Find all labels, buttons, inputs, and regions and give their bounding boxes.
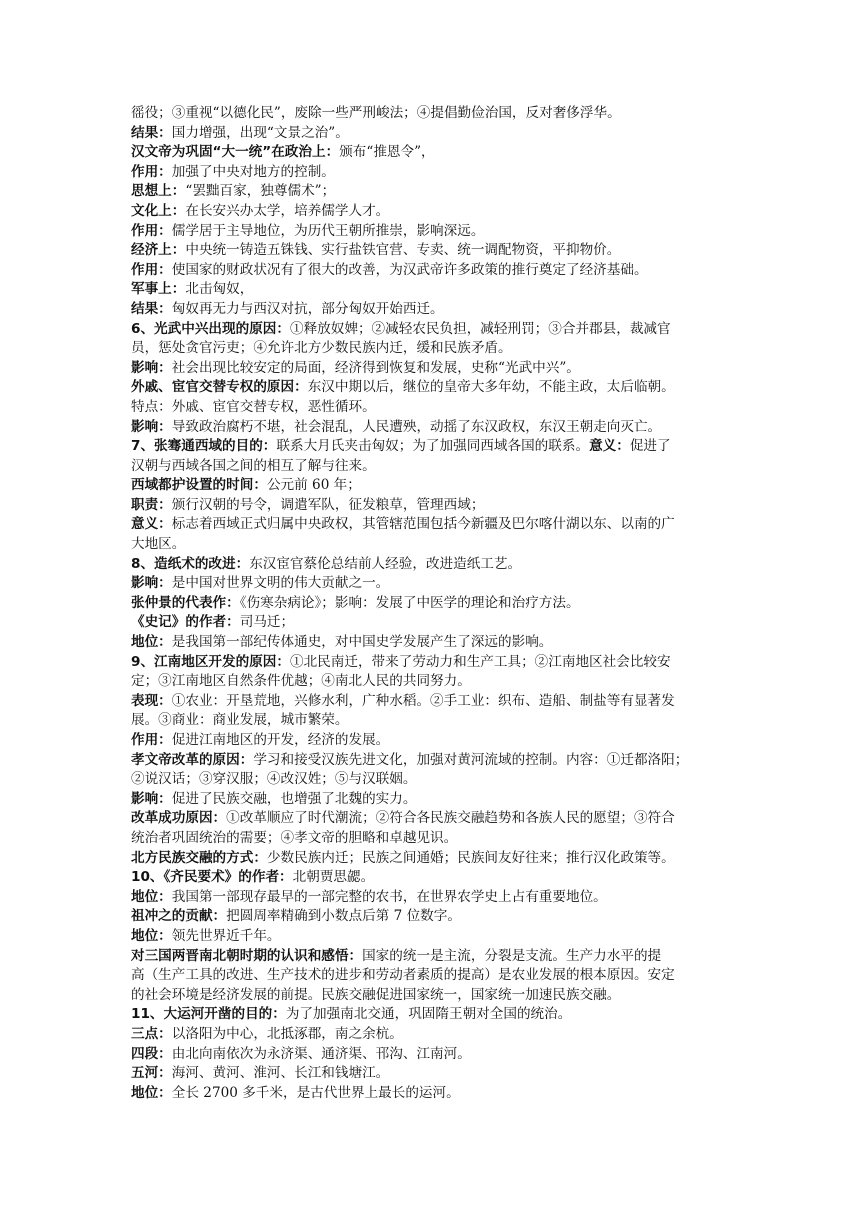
bold-label: 结果： xyxy=(131,124,172,141)
body-text: 由北向南依次为永济渠、通济渠、邗沟、江南河。 xyxy=(171,1045,471,1062)
body-text: 是我国第一部纪传体通史，对中国史学发展产生了深远的影响。 xyxy=(171,634,553,651)
text-line xyxy=(131,731,731,751)
body-text: 标志着西域正式归属中央政权，其管辖范围包括今新疆及巴尔喀什湖以东、以南的广 xyxy=(171,516,675,533)
body-text: 加强了中央对地方的控制。 xyxy=(171,163,335,180)
bold-label: 职责： xyxy=(131,496,172,513)
text-line xyxy=(131,613,731,633)
body-text: 海河、黄河、淮河、长江和钱塘江。 xyxy=(171,1065,390,1082)
bold-label: 地位： xyxy=(131,888,172,905)
body-text: 汉朝与西域各国之间的相互了解与往来。 xyxy=(131,457,376,474)
text-line xyxy=(131,398,731,418)
body-text: 社会出现比较安定的局面，经济得到恢复和发展，史称“光武中兴”。 xyxy=(171,359,580,376)
text-line xyxy=(131,633,731,653)
text-line xyxy=(131,163,731,183)
body-text: 国力增强，出现“文景之治”。 xyxy=(171,124,349,141)
body-text: 是中国对世界文明的伟大贡献之一。 xyxy=(171,575,390,592)
body-text: 统治者巩固统治的需要；④孝文帝的胆略和卓越见识。 xyxy=(131,829,458,846)
text-line xyxy=(131,751,731,771)
body-text: 联系大月氏夹击匈奴；为了加强同西域各国的联系。 xyxy=(276,438,590,455)
text-line xyxy=(131,1025,731,1045)
body-text: 特点：外戚、宦官交替专权，恶性循环。 xyxy=(131,398,376,415)
bold-label: 《史记》的作者： xyxy=(131,614,240,631)
body-text: ①北民南迁，带来了劳动力和生产工具；②江南地区社会比较安 xyxy=(290,653,671,670)
bold-label: 外戚、宦官交替专权的原因： xyxy=(131,379,308,396)
body-text: 东汉中期以后，继位的皇帝大多年幼，不能主政，太后临朝。 xyxy=(307,379,675,396)
text-line xyxy=(131,947,731,967)
text-line xyxy=(131,888,731,908)
text-line xyxy=(131,711,731,731)
bold-label: 对三国两晋南北朝时期的认识和感悟： xyxy=(131,947,363,964)
bold-label: 张仲景的代表作： xyxy=(131,594,240,611)
text-line xyxy=(131,1045,731,1065)
bold-label: 作用： xyxy=(131,261,172,278)
text-line xyxy=(131,535,731,555)
body-text: 大地区。 xyxy=(131,536,186,553)
body-text: 中央统一铸造五铢钱、实行盐铁官营、专卖、统一调配物资，平抑物价。 xyxy=(185,242,621,259)
body-text: 以洛阳为中心，北抵涿郡，南之余杭。 xyxy=(171,1025,403,1042)
body-text: “罢黜百家，独尊儒术”； xyxy=(185,183,336,200)
bold-label: 军事上： xyxy=(131,281,186,298)
bold-label: 孝文帝改革的原因： xyxy=(131,751,254,768)
bold-label: 四段： xyxy=(131,1045,172,1062)
bold-label: 改革成功原因： xyxy=(131,810,227,827)
body-text: 展。③商业：商业发展，城市繁荣。 xyxy=(131,712,349,729)
text-line xyxy=(131,966,731,986)
text-line xyxy=(131,907,731,927)
body-text: 北朝贾思勰。 xyxy=(292,869,375,886)
bold-label: 作用： xyxy=(131,732,172,748)
text-line xyxy=(131,1005,731,1025)
text-line xyxy=(131,241,731,261)
text-line xyxy=(131,124,731,144)
text-line xyxy=(131,1084,731,1104)
text-line xyxy=(131,261,731,281)
body-text: ①释放奴婢；②减轻农民负担，减轻刑罚；③合并郡县，裁减官 xyxy=(290,320,671,337)
body-text: 把圆周率精确到小数点后第 7 位数字。 xyxy=(226,908,461,925)
body-text: 为了加强南北交通，巩固隋王朝对全国的统治。 xyxy=(285,1006,572,1023)
body-text: 匈奴再无力与西汉对抗，部分匈奴开始西迁。 xyxy=(171,300,444,317)
bold-label: 影响： xyxy=(131,418,172,435)
text-line xyxy=(131,320,731,340)
body-text: 促进江南地区的开发，经济的发展。 xyxy=(171,732,390,748)
document-page xyxy=(131,104,731,1103)
text-line xyxy=(131,594,731,614)
body-text: 促进了民族交融，也增强了北魏的实力。 xyxy=(171,790,417,807)
body-text: ②说汉话；③穿汉服；④改汉姓；⑤与汉联姻。 xyxy=(131,771,417,788)
text-line xyxy=(131,790,731,810)
text-line xyxy=(131,986,731,1006)
text-line xyxy=(131,809,731,829)
text-line xyxy=(131,457,731,477)
text-line xyxy=(131,359,731,379)
body-text: 导致政治腐朽不堪，社会混乱，人民遭殃，动摇了东汉政权，东汉王朝走向灭亡。 xyxy=(171,418,662,435)
text-line xyxy=(131,143,731,163)
bold-label: 地位： xyxy=(131,1084,172,1101)
body-text: 国家的统一是主流，分裂是支流。生产力水平的提 xyxy=(362,947,662,964)
text-line xyxy=(131,104,731,124)
body-text: ①农业：开垦荒地，兴修水利，广种水稻。②手工业：织布、造船、制盐等有显著发 xyxy=(171,692,675,709)
text-line xyxy=(131,574,731,594)
bold-label: 结果： xyxy=(131,300,172,317)
text-line xyxy=(131,300,731,320)
bold-label: 西域都护设置的时间： xyxy=(131,477,267,494)
bold-label: 作用： xyxy=(131,222,172,239)
text-line xyxy=(131,770,731,790)
text-line xyxy=(131,692,731,712)
body-text: 的社会环境是经济发展的前提。民族交融促进国家统一，国家统一加速民族交融。 xyxy=(131,986,621,1003)
text-line xyxy=(131,653,731,673)
bold-label: 作用： xyxy=(131,163,172,180)
text-line xyxy=(131,927,731,947)
bold-label: 地位： xyxy=(131,927,172,944)
bold-label: 思想上： xyxy=(131,183,186,200)
body-text: 学习和接受汉族先进文化，加强对黄河流域的控制。内容：①迁都洛阳； xyxy=(253,751,689,768)
body-text: ①改革顺应了时代潮流；②符合各民族交融趋势和各族人民的愿望；③符合 xyxy=(226,810,675,827)
bold-label: 9、江南地区开发的原因： xyxy=(131,653,290,670)
bold-label: 地位： xyxy=(131,634,172,651)
text-line xyxy=(131,496,731,516)
body-text: 儒学居于主导地位，为历代王朝所推崇，影响深远。 xyxy=(171,222,485,239)
body-text: 高（生产工具的改进、生产技术的进步和劳动者素质的提高）是农业发展的根本原因。安定 xyxy=(131,967,675,984)
body-text: 司马迁； xyxy=(239,614,295,631)
text-line xyxy=(131,476,731,496)
bold-label: 10、《齐民要术》的作者： xyxy=(131,869,293,886)
body-text: 徭役；③重视“以德化民”，废除一些严刑峻法；④提倡勤俭治国，反对奢侈浮华。 xyxy=(131,105,621,121)
body-text: 北击匈奴， xyxy=(185,281,254,298)
body-text: 我国第一部现存最早的一部完整的农书，在世界农学史上占有重要地位。 xyxy=(171,888,607,905)
body-text: 《伤寒杂病论》；影响：发展了中医学的理论和治疗方法。 xyxy=(239,594,580,611)
bold-label: 11、大运河开凿的目的： xyxy=(131,1006,286,1023)
bold-label: 意义： xyxy=(131,516,172,533)
body-text: 使国家的财政状况有了很大的改善，为汉武帝许多政策的推行奠定了经济基础。 xyxy=(171,261,648,278)
text-line xyxy=(131,418,731,438)
text-line xyxy=(131,1064,731,1084)
body-text: 颁布“推恩令”， xyxy=(339,144,435,161)
text-line xyxy=(131,515,731,535)
text-line xyxy=(131,378,731,398)
bold-label: 表现： xyxy=(131,692,172,709)
bold-label: 7、张骞通西域的目的： xyxy=(131,438,277,455)
bold-label: 北方民族交融的方式： xyxy=(131,849,267,866)
body-text: 东汉宦官蔡伦总结前人经验，改进造纸工艺。 xyxy=(249,555,522,572)
text-line xyxy=(131,868,731,888)
bold-label: 影响： xyxy=(131,790,172,807)
bold-label: 三点： xyxy=(131,1025,172,1042)
bold-label: 影响： xyxy=(131,575,172,592)
bold-label: 五河： xyxy=(131,1065,172,1082)
text-line xyxy=(131,222,731,242)
text-line xyxy=(131,849,731,869)
body-text: 颁行汉朝的号令，调遣军队，征发粮草，管理西域； xyxy=(171,496,485,513)
bold-label: 影响： xyxy=(131,359,172,376)
bold-label: 6、光武中兴出现的原因： xyxy=(131,320,290,337)
body-text: 在长安兴办太学，培养儒学人才。 xyxy=(185,202,390,219)
text-line xyxy=(131,280,731,300)
text-line xyxy=(131,829,731,849)
text-line xyxy=(131,672,731,692)
body-text: 员，惩处贪官污吏；④允许北方少数民族内迁，缓和民族矛盾。 xyxy=(131,340,512,357)
bold-label: 意义： xyxy=(589,438,630,455)
text-line xyxy=(131,182,731,202)
text-line xyxy=(131,339,731,359)
bold-label: 经济上： xyxy=(131,242,186,259)
bold-label: 祖冲之的贡献： xyxy=(131,908,227,925)
body-text: 公元前 60 年； xyxy=(266,477,361,494)
body-text: 促进了 xyxy=(629,438,671,455)
body-text: 定；③江南地区自然条件优越；④南北人民的共同努力。 xyxy=(131,673,471,690)
bold-label: 汉文帝为巩固“大一统”在政治上： xyxy=(131,144,340,161)
text-line xyxy=(131,555,731,575)
body-text: 领先世界近千年。 xyxy=(171,927,281,944)
text-line xyxy=(131,202,731,222)
body-text: 全长 2700 多千米，是古代世界上最长的运河。 xyxy=(171,1084,460,1101)
bold-label: 8、造纸术的改进： xyxy=(131,555,250,572)
text-line xyxy=(131,437,731,457)
body-text: 少数民族内迁；民族之间通婚；民族间友好往来；推行汉化政策等。 xyxy=(266,849,675,866)
bold-label: 文化上： xyxy=(131,202,186,219)
